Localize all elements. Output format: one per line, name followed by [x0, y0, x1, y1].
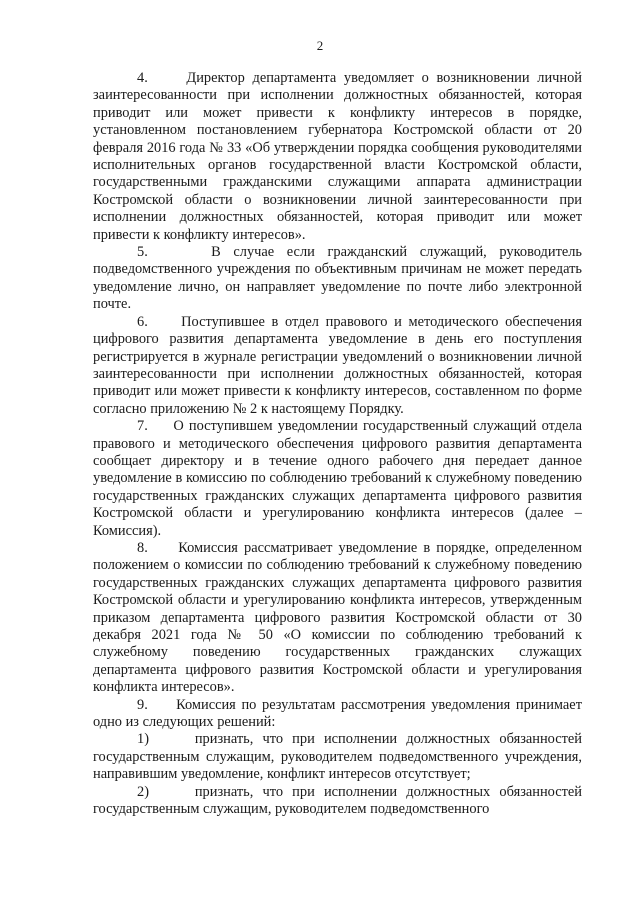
- paragraph-9-commission-decisions: 9. Комиссия по результатам рассмотрения уведомления принимает одно из следующих решений:: [93, 696, 582, 731]
- paragraph-6-registration: 6. Поступившее в отдел правового и методического обеспечения цифрового развития департамента уведомление в день его поступления регистрируется в журнале регистрации уведомлений о возникновении личной заинтересованности при исполнении должностных обязанностей, которая приводит или может привести к конфликту интересов, составленном по форме согласно приложению № 2 к настоящему Порядку.: [93, 313, 582, 417]
- paragraph-5-notification-by-mail: 5. В случае если гражданский служащий, руководитель подведомственного учреждения по объективным причинам не может передать уведомление лично, он направляет уведомление по почте либо электронной почте.: [93, 244, 582, 313]
- page-number: 2: [316, 38, 324, 53]
- paragraph-7-transfer-to-commission: 7. О поступившем уведомлении государственный служащий отдела правового и методического обеспечения цифрового развития департамента сообщает директору и в течение одного рабочего дня передает данное уведомление в комиссию по соблюдению требований к служебному поведению государственных гражданских служащих департамента цифрового развития Костромской области и урегулированию конфликта интересов (далее – Комиссия).: [93, 418, 582, 539]
- paragraph-8-commission-review: 8. Комиссия рассматривает уведомление в порядке, определенном положением о комиссии по соблюдению требований к служебному поведению государственных гражданских служащих департамента цифрового развития Костромской области и урегулированию конфликта интересов, утвержденным приказом департамента цифрового развития Костромской области от 30 декабря 2021 года № 50 «О комиссии по соблюдению требований к служебному поведению государственных гражданских служащих департамента цифрового развития Костромской области и урегулирования конфликта интересов».: [93, 539, 582, 696]
- decision-item-2: 2) признать, что при исполнении должностных обязанностей государственным служащим, руководителем подведомственного: [93, 783, 582, 818]
- paragraph-4-director-notification: 4. Директор департамента уведомляет о возникновении личной заинтересованности при исполнении должностных обязанностей, которая приводит или может привести к конфликту интересов в порядке, установленном постановлением губернатора Костромской области от 20 февраля 2016 года № 33 «Об утверждении порядка сообщения руководителями исполнительных органов государственной власти Костромской области, государственными гражданскими служащими аппарата администрации Костромской области о возникновении личной заинтересованности при исполнении должностных обязанностей, которая приводит или может привести к конфликту интересов».: [93, 70, 582, 243]
- document-body: [93, 70, 582, 818]
- decision-item-1: 1) признать, что при исполнении должностных обязанностей государственным служащим, руководителем подведомственного учреждения, направившим уведомление, конфликт интересов отсутствует;: [93, 731, 582, 783]
